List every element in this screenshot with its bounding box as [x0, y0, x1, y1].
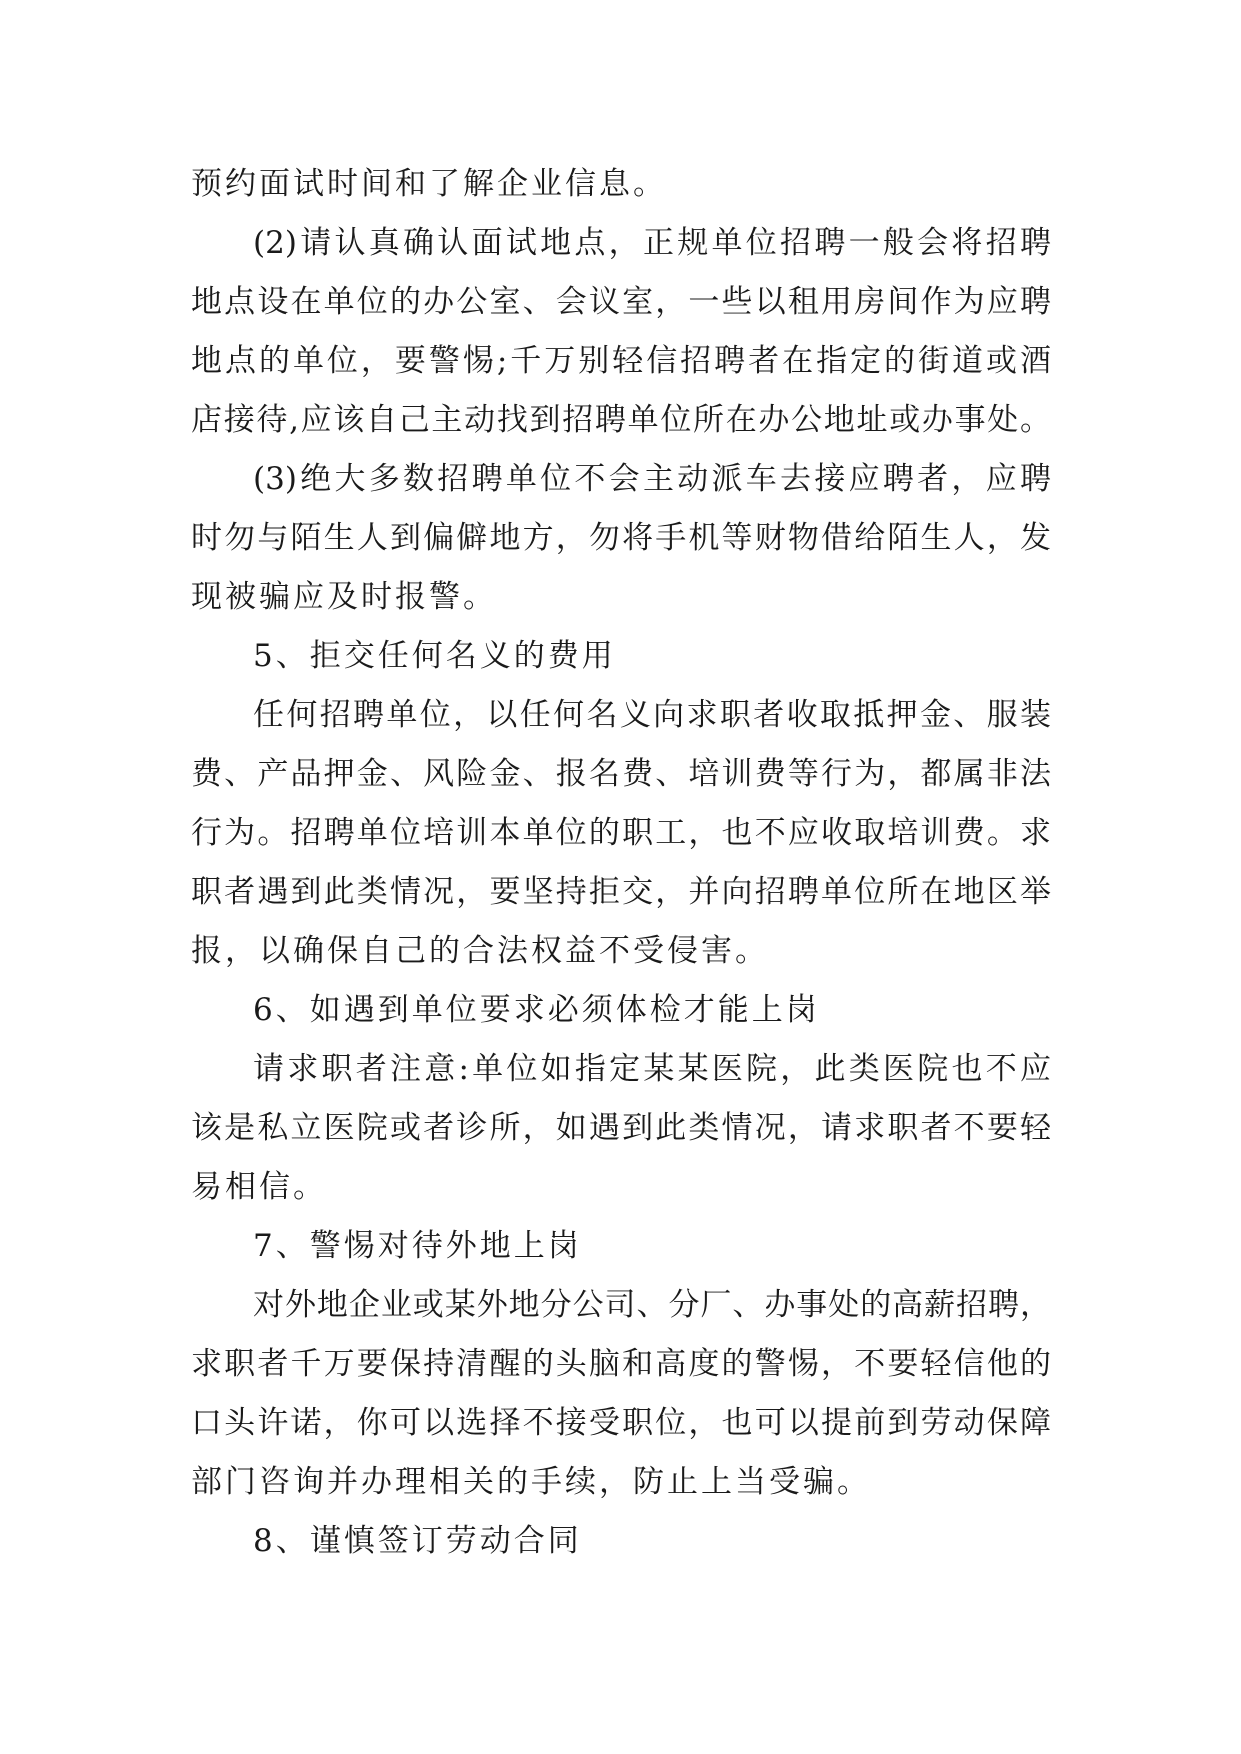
- paragraph-point-3-start: (3)绝大多数招聘单位不会主动派车去接应聘者，应聘: [253, 461, 1051, 497]
- text-line: 职者遇到此类情况，要坚持拒交，并向招聘单位所在地区举: [191, 874, 1051, 910]
- paragraph-start: 对外地企业或某外地分公司、分厂、办事处的高薪招聘，: [253, 1287, 1051, 1323]
- text-line: 报，以确保自己的合法权益不受侵害。: [191, 933, 769, 969]
- text-line: 该是私立医院或者诊所，如遇到此类情况，请求职者不要轻: [191, 1110, 1051, 1146]
- text-line: 费、产品押金、风险金、报名费、培训费等行为，都属非法: [191, 756, 1051, 792]
- section-heading-5: 5、拒交任何名义的费用: [253, 638, 616, 674]
- section-heading-8: 8、谨慎签订劳动合同: [253, 1523, 582, 1559]
- text-line: 预约面试时间和了解企业信息。: [191, 166, 667, 202]
- text-line: 时勿与陌生人到偏僻地方，勿将手机等财物借给陌生人，发: [191, 520, 1051, 556]
- text-line: 地点设在单位的办公室、会议室，一些以租用房间作为应聘: [191, 284, 1051, 320]
- text-line: 地点的单位，要警惕;千万别轻信招聘者在指定的街道或酒: [191, 343, 1051, 379]
- text-line: 店接待,应该自己主动找到招聘单位所在办公地址或办事处。: [191, 402, 1051, 438]
- document-page: [191, 155, 1051, 1571]
- text-line: 部门咨询并办理相关的手续，防止上当受骗。: [191, 1464, 871, 1500]
- paragraph-start: 任何招聘单位，以任何名义向求职者收取抵押金、服装: [253, 697, 1051, 733]
- text-line: 现被骗应及时报警。: [191, 579, 497, 615]
- text-line: 行为。招聘单位培训本单位的职工，也不应收取培训费。求: [191, 815, 1051, 851]
- text-line: 易相信。: [191, 1169, 327, 1205]
- section-heading-6: 6、如遇到单位要求必须体检才能上岗: [253, 992, 820, 1028]
- paragraph-start: 请求职者注意:单位如指定某某医院，此类医院也不应: [253, 1051, 1051, 1087]
- paragraph-point-2-start: (2)请认真确认面试地点，正规单位招聘一般会将招聘: [253, 225, 1051, 261]
- text-line: 口头许诺，你可以选择不接受职位，也可以提前到劳动保障: [191, 1405, 1051, 1441]
- section-heading-7: 7、警惕对待外地上岗: [253, 1228, 582, 1264]
- text-line: 求职者千万要保持清醒的头脑和高度的警惕，不要轻信他的: [191, 1346, 1051, 1382]
